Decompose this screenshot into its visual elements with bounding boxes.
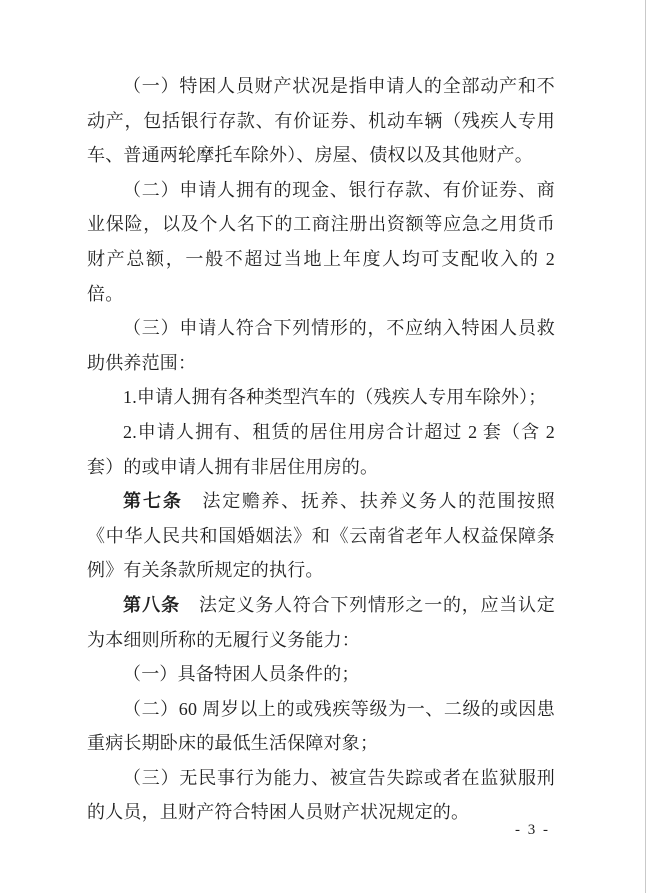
paragraph-item-8-1: （一）具备特困人员条件的； — [123, 664, 360, 685]
article-8-label: 第八条 — [123, 594, 181, 615]
paragraph-item-1: （一）特困人员财产状况是指申请人的全部动产和不动产，包括银行存款、有价证券、机动车辆（残疾人专用车、普通两轮摩托车除外）、房屋、债权以及其他财产。 — [87, 76, 555, 166]
paragraph-subitem-2: 2.申请人拥有、租赁的居住用房合计超过 2 套（含 2 套）的或申请人拥有非居住用房的。 — [87, 421, 555, 477]
paragraph-item-3: （三）申请人符合下列情形的，不应纳入特困人员救助供养范围： — [87, 318, 555, 373]
article-7-text: 法定赡养、抚养、扶养义务人的范围按照《中华人民共和国婚姻法》和《云南省老年人权益保障条例》有关条款所规定的执行。 — [87, 491, 555, 581]
paragraph-item-8-3: （三）无民事行为能力、被宣告失踪或者在监狱服刑的人员，且财产符合特困人员财产状况规定的。 — [87, 767, 555, 823]
article-8-text: 法定义务人符合下列情形之一的，应当认定为本细则所称的无履行义务能力： — [87, 594, 556, 650]
article-7-label: 第七条 — [123, 491, 183, 512]
document-body — [87, 69, 555, 830]
paragraph-article-7 — [87, 484, 555, 588]
paragraph-subitem-1: 1.申请人拥有各种类型汽车的（残疾人专用车除外）； — [123, 387, 547, 408]
page-number: - 3 - — [515, 822, 550, 838]
paragraph-article-8 — [87, 588, 555, 657]
paragraph-item-8-2: （二）60 周岁以上的或残疾等级为一、二级的或因患重病长期卧床的最低生活保障对象； — [87, 698, 555, 754]
page-edge-divider — [645, 0, 646, 893]
paragraph-item-2: （二）申请人拥有的现金、银行存款、有价证券、商业保险，以及个人名下的工商注册出资额等应急之用货币财产总额，一般不超过当地上年度人均可支配收入的 2 倍。 — [87, 179, 555, 304]
